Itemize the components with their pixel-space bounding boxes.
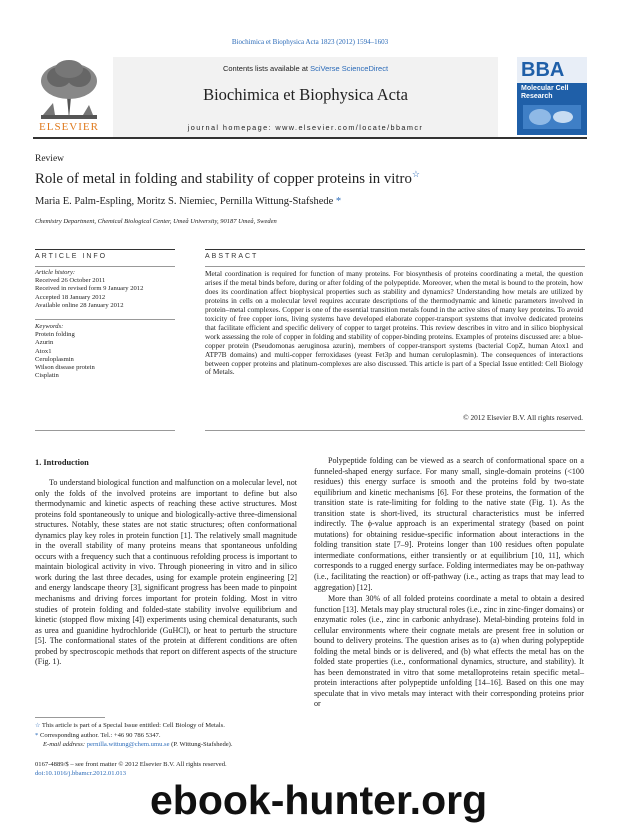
footnote-1-text: This article is part of a Special Issue entitled: Cell Biology of Metals.	[41, 722, 225, 729]
sciencedirect-link[interactable]: SciVerse ScienceDirect	[310, 64, 389, 73]
elsevier-logo	[33, 57, 105, 137]
abstract-top-rule	[205, 249, 585, 250]
email-link[interactable]: pernilla.wittung@chem.umu.se	[86, 741, 170, 748]
article-authors	[35, 196, 341, 207]
watermark: ebook-hunter.org	[150, 777, 488, 823]
footnote-rule	[35, 717, 105, 718]
history-item: Available online 28 January 2012	[35, 301, 124, 309]
email-suffix: (P. Wittung-Stafshede).	[169, 741, 233, 748]
abstract-heading: ABSTRACT	[205, 253, 259, 260]
article-title-text: Role of metal in folding and stability of copper proteins in vitro	[35, 170, 412, 187]
copyright: © 2012 Elsevier B.V. All rights reserved.	[463, 413, 583, 422]
history-label: Article history:	[35, 269, 76, 276]
doi-link[interactable]: doi:10.1016/j.bbamcr.2012.01.013	[35, 770, 127, 777]
elsevier-tree-icon	[33, 57, 105, 123]
keyword-item[interactable]: Protein folding	[35, 331, 75, 339]
history-item: Received in revised form 9 January 2012	[35, 285, 144, 293]
corresponding-author-mark[interactable]: *	[335, 196, 342, 207]
keyword-item[interactable]: Atox1	[35, 347, 52, 355]
abstract-text: Metal coordination is required for function of many proteins. For biosynthesis of proteins coordinating a metal, the question arises if the metal binds before, during or after folding of the polypeptide. Moreover, when the metal is bound to the protein, how does its coordination affect biophysical properties such as stability and dynamics? Understanding how metals are utilized by proteins in cells on a molecular level requires accurate descriptions of the thermodynamic and kinetic parameters involved in protein–metal complexes. Copper is one of the essential transition metals found in the active sites of many key proteins. To avoid toxicity of free copper ions, living systems have developed elaborate copper-transport systems that involve dedicated proteins that facilitate efficient and specific delivery of copper to target proteins. This review describes in vitro and in silico biophysical work assessing the role of copper in folding and stability of copper-binding proteins. Examples of proteins discussed are: a blue-copper protein (Pseudomonas aeruginosa azurin), members of copper-transport systems (bacterial CopZ, human Atox1 and ATP7B domains) and multi-copper ferroxidases (yeast Fet3p and human ceruloplasmin). The consequences of interactions between copper proteins and platinum-complexes are also discussed. This article is part of a Special Issue entitled: Cell Biology of Metals.	[205, 269, 583, 377]
journal-header	[33, 57, 587, 139]
journal-cover	[517, 57, 587, 135]
footnotes	[35, 721, 297, 749]
footnote-2: * Corresponding author. Tel.: +46 90 786 5347.	[35, 732, 161, 739]
intro-right-paragraph-2: More than 30% of all folded proteins coordinate a metal to obtain a desired function [13]. Metals may play structural roles (i.e., zinc in zinc-finger domains) or enzymatic roles (i.e., zinc in carbonic anhydrase). Metal-binding proteins fold in cellular environments where their cognate metals are present free in solution or bound to delivery proteins. The question arises as to (a) when during polypeptide folding the metal binds or is delivered, and (b) what effects the metal has on the folded state properties (i.e., conformational dynamics, structure, and stability). It has been demonstrated in vitro that some metalloproteins retain specific metal–protein interactions after polypeptide unfolding [14–16]. Based on this one may speculate that in vivo metals may interact with their corresponding proteins prior or	[314, 594, 584, 709]
keyword-item[interactable]: Wilson disease protein	[35, 364, 95, 372]
contents-line	[113, 64, 498, 73]
email-line	[35, 740, 297, 749]
journal-homepage[interactable]: journal homepage: www.elsevier.com/locate/bbamcr	[187, 123, 424, 132]
article-history	[35, 269, 175, 310]
info-heading-rule	[35, 266, 175, 267]
keywords	[35, 323, 175, 380]
contents-prefix: Contents lists available at	[222, 64, 311, 73]
footnote-1: ☆ This article is part of a Special Issue entitled: Cell Biology of Metals.	[35, 722, 225, 729]
publisher-name: ELSEVIER	[39, 121, 99, 133]
cover-title: BBA	[521, 59, 565, 81]
affiliation: Chemistry Department, Chemical Biological Center, Umeå University, 90187 Umeå, Sweden	[35, 218, 277, 225]
abstract-bottom-rule	[205, 430, 585, 431]
intro-right-paragraph-1: Polypeptide folding can be viewed as a search of conformational space on a funneled-shaped energy surface. For many small, single-domain proteins (<100 residues) this energy surface is smooth and the proteins fold by two-state equilibrium and kinetic mechanisms [6]. For these proteins, the formation of the transition state is rate-limiting for folding to the native state (Fig. 1). As the transition state is short-lived, its structural characteristics must be inferred indirectly. The ϕ-value approach is an experimental strategy (based on point mutations) for obtaining residue-specific information about interactions in the folding transition state [7–9]. Proteins longer than 100 residues often populate intermediate conformations, either transiently or at equilibrium [10, 11], which corresponds to a rugged energy surface. Folding intermediates may be on-pathway (i.e., facilitating the reaction) or off-pathway (i.e., acting as traps that may lead to aggregation) [12].	[314, 456, 584, 592]
keyword-item[interactable]: Cisplatin	[35, 372, 59, 380]
journal-title-block	[113, 57, 498, 137]
keyword-item[interactable]: Ceruloplasmin	[35, 355, 74, 363]
title-footnote-star-icon[interactable]: ☆	[411, 169, 420, 179]
article-title	[35, 169, 420, 188]
footnote-2-text: Corresponding author. Tel.: +46 90 786 5347.	[39, 732, 161, 739]
abstract-heading-rule	[205, 266, 585, 267]
history-item: Accepted 18 January 2012	[35, 293, 106, 301]
article-info-heading: ARTICLE INFO	[35, 253, 108, 260]
article-section: Review	[35, 154, 65, 164]
journal-citation[interactable]: Biochimica et Biophysica Acta 1823 (2012) 1594–1603	[231, 38, 389, 46]
history-item: Received 26 October 2011	[35, 277, 106, 285]
cover-subtitle: Molecular Cell Research	[521, 85, 569, 100]
email-label: E-mail address:	[43, 741, 87, 748]
issn-line: 0167-4889/$ – see front matter © 2012 Elsevier B.V. All rights reserved.	[35, 761, 227, 768]
info-mid-rule	[35, 319, 175, 320]
keywords-label: Keywords:	[35, 323, 64, 330]
intro-heading: 1. Introduction	[35, 458, 89, 467]
info-bottom-rule	[35, 430, 175, 431]
keyword-item[interactable]: Azurin	[35, 339, 54, 347]
intro-left-paragraph: To understand biological function and malfunction on a molecular level, not only the folds of the involved proteins are important to define but also thermodynamic and kinetic aspects of reaching these active structures. Most proteins fold spontaneously to unique and biologically-active three-dimensional structures. Notably, these states are not static structures; often conformational dynamics play key roles in protein function [1]. The relatively small magnitude in the overall stability of many proteins means that spontaneous unfolding occurs with a frequency such that a continuous refolding process is important to maintain biological activity in vivo. Through pioneering in vitro and in silico work during the last three decades, using for example protein engineering [2] and energy landscape theory [3], significant progress has been made to pinpoint mechanisms and driving forces important for protein folding. Most in vitro studies of protein folding and folded-state stability involve equilibrium and kinetic (stopped flow mixing [4]) experiments using chemical denaturants, such as urea and guanidine hydrochloride (GuHCl), or heat to perturb the structure [5]. The conformational states of the protein at different conditions are often probed by spectroscopic methods that report on different aspects of the structure (Fig. 1).	[35, 478, 297, 667]
info-top-rule	[35, 249, 175, 250]
journal-title: Biochimica et Biophysica Acta	[203, 85, 408, 104]
authors-text: Maria E. Palm-Espling, Moritz S. Niemiec, Pernilla Wittung-Stafshede	[35, 196, 334, 207]
